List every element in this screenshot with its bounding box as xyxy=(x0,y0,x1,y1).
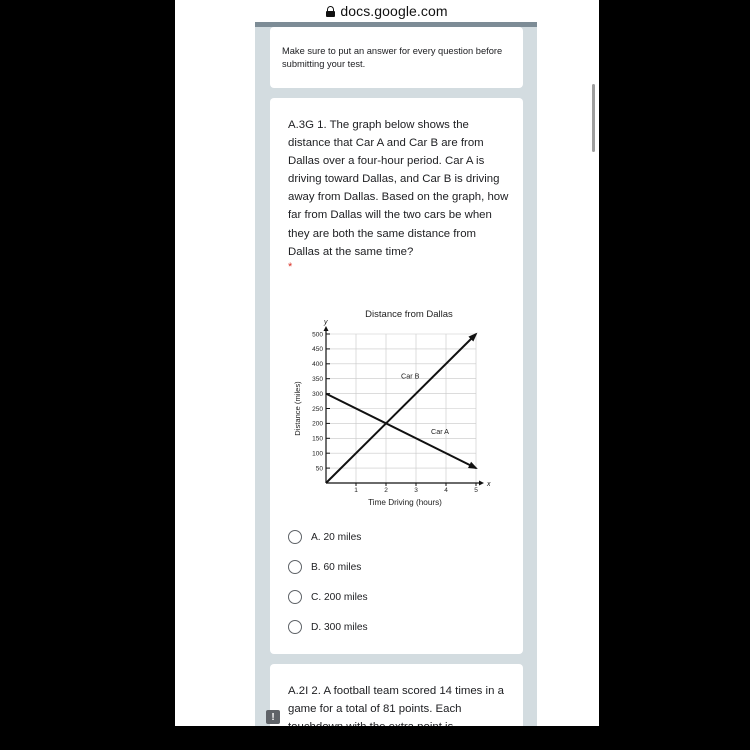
y-tick-label: 400 xyxy=(312,361,323,369)
chart-svg xyxy=(290,303,510,518)
option-c-label: C. 200 miles xyxy=(311,591,368,603)
radio-button-b[interactable] xyxy=(288,560,302,574)
option-b-label: B. 60 miles xyxy=(311,561,362,573)
question-card-1 xyxy=(270,98,523,654)
answer-options xyxy=(288,522,508,642)
radio-button-c[interactable] xyxy=(288,590,302,604)
chart-title: Distance from Dallas xyxy=(365,309,453,320)
notice-card xyxy=(270,27,523,88)
x-tick-label: 3 xyxy=(414,487,418,494)
radio-button-d[interactable] xyxy=(288,620,302,634)
y-tick-label: 150 xyxy=(312,435,323,443)
y-axis-arrow xyxy=(324,326,329,331)
y-axis-label: Distance (miles) xyxy=(293,381,302,436)
y-tick-label: 350 xyxy=(312,376,323,383)
bottom-mask xyxy=(0,726,750,750)
address-bar[interactable] xyxy=(175,0,599,22)
required-asterisk: * xyxy=(288,261,293,273)
series-line-car-a xyxy=(326,394,476,469)
y-tick-label: 500 xyxy=(312,331,323,339)
y-tick-label: 250 xyxy=(312,405,323,413)
x-tick-label: 4 xyxy=(444,487,448,494)
annotation-car-a: Car A xyxy=(431,426,449,436)
distance-chart xyxy=(290,303,510,518)
question-2-text: A.2I 2. A football team scored 14 times in a game for a total of 81 points. Each xyxy=(288,685,504,716)
url-text: docs.google.com xyxy=(340,3,448,19)
scrollbar[interactable] xyxy=(592,84,595,152)
option-d-label: D. 300 miles xyxy=(311,621,368,633)
y-tick-label: 300 xyxy=(312,390,323,398)
y-tick-label: 450 xyxy=(312,346,323,354)
feedback-icon[interactable]: ! xyxy=(266,710,280,724)
lock-icon xyxy=(326,6,335,17)
y-tick-label: 100 xyxy=(312,450,323,458)
option-a-label: A. 20 miles xyxy=(311,531,362,543)
x-tick-label: 5 xyxy=(474,487,478,494)
x-tick-label: 1 xyxy=(354,487,358,494)
radio-button-a[interactable] xyxy=(288,530,302,544)
y-axis-letter: y xyxy=(324,319,328,326)
x-axis-label: Time Driving (hours) xyxy=(368,498,442,507)
notice-text: Make sure to put an answer for every question before submitting your test. xyxy=(282,46,503,69)
option-a[interactable] xyxy=(288,522,508,552)
x-tick-label: 2 xyxy=(384,487,388,494)
y-tick-label: 50 xyxy=(315,465,323,473)
annotation-car-b: Car B xyxy=(401,371,420,381)
option-c[interactable] xyxy=(288,582,508,612)
y-tick-label: 200 xyxy=(312,420,323,428)
series-arrow-car-a xyxy=(468,462,478,469)
x-axis-letter: x xyxy=(487,481,491,488)
option-b[interactable] xyxy=(288,552,508,582)
x-axis-arrow xyxy=(479,481,484,486)
option-d[interactable] xyxy=(288,612,508,642)
question-1-text: A.3G 1. The graph below shows the distance that Car A and Car B are from Dallas over a four-hour period. Car A is driving toward Dallas, and Car B is driving away from Dallas. Based on the graph, how far from Dallas will the two cars be when they are both the same distance from Dallas at the same time? xyxy=(288,119,509,258)
